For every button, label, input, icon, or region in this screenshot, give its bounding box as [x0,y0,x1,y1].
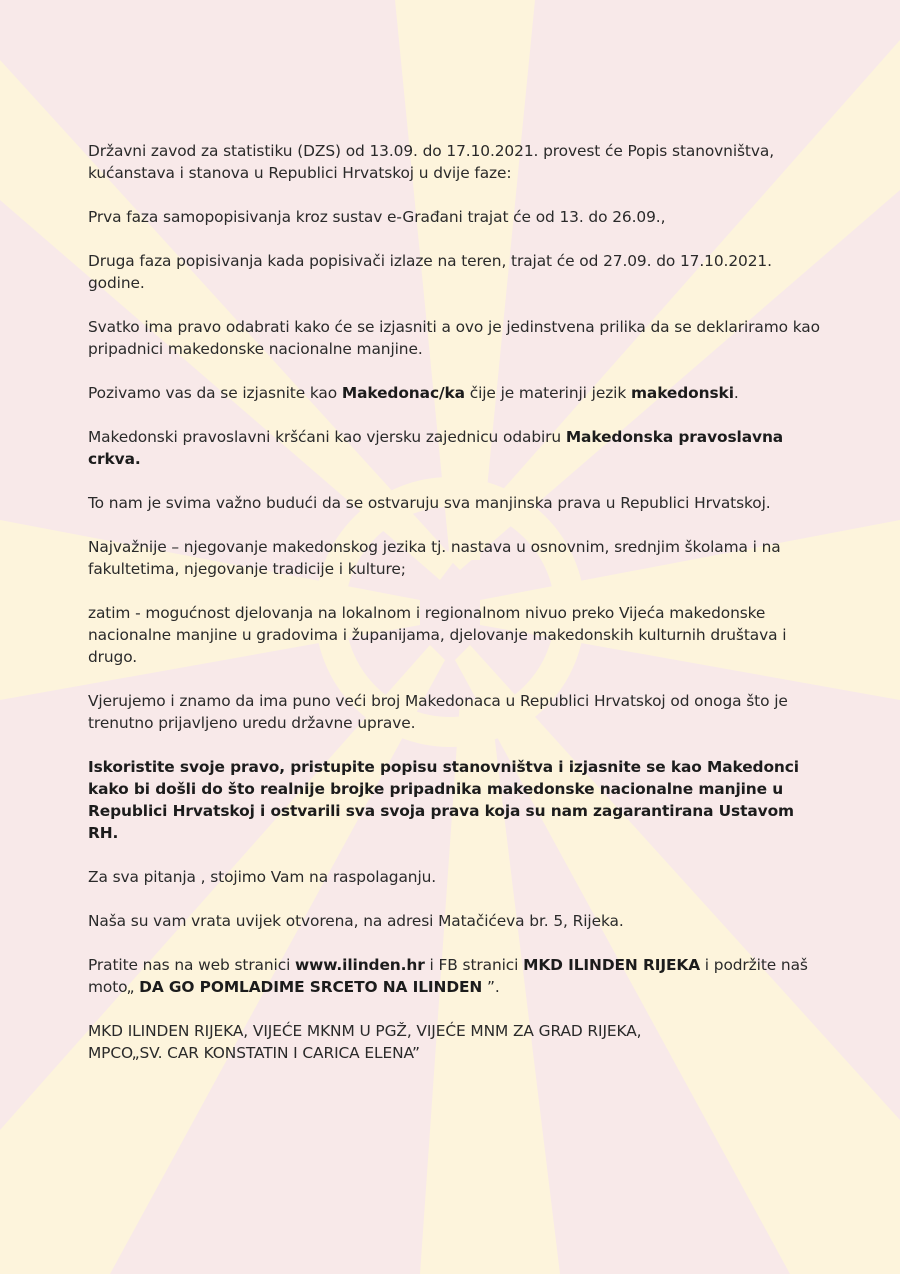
paragraph-signatories: MKD ILINDEN RIJEKA, VIJEĆE MKNM U PGŽ, VIJEĆE MNM ZA GRAD RIJEKA, MPCO„SV. CAR KONSTATIN I CARICA ELENA” [88,1022,642,1062]
paragraph-questions: Za sva pitanja , stojimo Vam na raspolaganju. [88,868,437,886]
emphasis-language: makedonski [630,384,734,402]
paragraph-belief: Vjerujemo i znamo da ima puno veći broj Makedonaca u Republici Hrvatskoj od onoga što je trenutno prijavljeno uredu državne uprave. [88,692,788,732]
emphasis-church: Makedonska pravoslavna crkva. [88,428,784,468]
emphasis-makedonac: Makedonac/ka [341,384,465,402]
document-body [88,140,828,1086]
paragraph-address: Naša su vam vrata uvijek otvorena, na adresi Matačićeva br. 5, Rijeka. [88,912,624,930]
paragraph-council: zatim - mogućnost djelovanja na lokalnom i regionalnom nivuo preko Vijeća makedonske nacionalne manjine u gradovima i županijama, djelovanje makedonskih kulturnih društava i drugo. [88,604,787,666]
paragraph-right-to-declare: Svatko ima pravo odabrati kako će se izjasniti a ovo je jedinstvena prilika da se deklariramo kao pripadnici makedonske nacionalne manjine. [88,318,820,358]
paragraph-follow-us: Pratite nas na web stranici www.ilinden.hr i FB stranici MKD ILINDEN RIJEKA i podržite naš moto„ DA GO POMLADIME SRCETO NA ILINDEN ”. [88,956,808,996]
paragraph-religion: Makedonski pravoslavni kršćani kao vjersku zajednicu odabiru Makedonska pravoslavna crkva. [88,428,784,468]
paragraph-importance: To nam je svima važno budući da se ostvaruju sva manjinska prava u Republici Hrvatskoj. [88,494,771,512]
paragraph-language-culture: Najvažnije – njegovanje makedonskog jezika tj. nastava u osnovnim, srednjim školama i na fakultetima, njegovanje tradicije i kulture; [88,538,781,578]
website-link[interactable]: www.ilinden.hr [295,956,425,974]
paragraph-call-to-action: Iskoristite svoje pravo, pristupite popisu stanovništva i izjasnite se kao Makedonci kako bi došli do što realnije brojke pripadnika makedonske nacionalne manjine u Republici Hrvatskoj i ostvarili sva svoja prava koja su nam zagarantirana Ustavom RH. [88,758,799,842]
facebook-page-name: MKD ILINDEN RIJEKA [523,956,701,974]
paragraph-intro: Državni zavod za statistiku (DZS) od 13.09. do 17.10.2021. provest će Popis stanovništva, kućanstava i stanova u Republici Hrvatskoj u dvije faze: [88,142,775,182]
motto: DA GO POMLADIME SRCETO NA ILINDEN [139,978,483,996]
paragraph-phase-one: Prva faza samopopisivanja kroz sustav e-Građani trajat će od 13. do 26.09., [88,208,666,226]
paragraph-invitation: Pozivamo vas da se izjasnite kao Makedonac/ka čije je materinji jezik makedonski. [88,384,739,402]
paragraph-phase-two: Druga faza popisivanja kada popisivači izlaze na teren, trajat će od 27.09. do 17.10.2021. godine. [88,252,772,292]
